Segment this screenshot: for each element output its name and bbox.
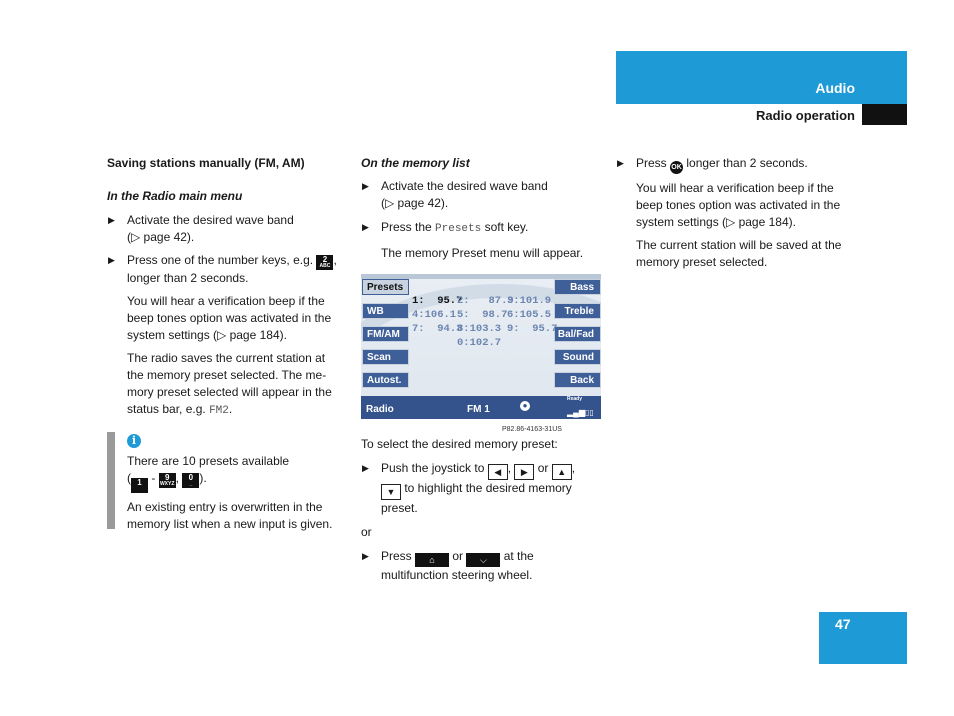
softkey-presets[interactable]: Presets [362, 279, 409, 295]
step-press-presets: ▶ Press the Presets soft key. [362, 220, 529, 235]
joystick-up-icon: ▲ [552, 464, 572, 480]
or-separator: or [361, 525, 372, 539]
preset-9[interactable]: 9: 95.7 [507, 323, 558, 335]
info-box-bar [107, 432, 115, 529]
ok-button-icon: OK [670, 161, 683, 174]
bullet-arrow-icon: ▶ [617, 158, 624, 168]
preset-6[interactable]: 6:105.5 [507, 309, 552, 321]
signal-strength-icon: ▂▄▆▯▯ [567, 408, 594, 417]
joystick-down-icon: ▼ [381, 484, 401, 500]
select-preset-intro: To select the desired memory preset: [361, 437, 558, 451]
step-press-number-key: ▶ Press one of the number keys, e.g. 2 ABC , longer than 2 seconds. [108, 253, 337, 285]
figure-caption: P82.86-4163-31US [502, 426, 562, 433]
preset-5[interactable]: 5: 98.7 [457, 309, 508, 321]
column-3 [616, 155, 866, 271]
subheading-memory-list: On the memory list [361, 156, 470, 170]
softkey-back[interactable]: Back [554, 372, 601, 388]
step-press-ok: ▶ Press OK longer than 2 seconds. [616, 155, 866, 174]
presets-softkey-code: Presets [435, 223, 482, 235]
softkey-autost[interactable]: Autost. [362, 372, 409, 388]
save-station-note: The radio saves the current station at the memory preset selected. The me- mory preset selected will appear in the status bar, e.g. FM2. [127, 351, 332, 417]
section-title: Audio [815, 80, 855, 96]
preset-8[interactable]: 8:103.3 [457, 323, 502, 335]
cd-disc-icon: ● [520, 401, 530, 411]
preset-1[interactable]: 1: 95.7 [412, 295, 463, 307]
preset-7[interactable]: 7: 94.3 [412, 323, 463, 335]
step-activate-wave-band: ▶ Activate the desired wave band (▷ page 42). [108, 213, 294, 244]
softkey-bal-fad[interactable]: Bal/Fad [554, 326, 601, 342]
info-keys-line: ( 1 - 9 WXYZ , 0 _ ). [127, 470, 352, 493]
number-key-0-icon: 0 _ [182, 473, 199, 488]
bullet-arrow-icon: ▶ [108, 215, 115, 225]
step-push-joystick: ▶ Push the joystick to ◀ , ▶ or ▲ , ▼ to highlight the desired memory preset. [362, 461, 576, 515]
station-saved-note: The current station will be saved at the memory preset selected. [636, 238, 842, 269]
number-key-9-icon: 9 WXYZ [159, 473, 175, 487]
joystick-right-icon: ▶ [514, 464, 534, 480]
verification-beep-note-2: You will hear a verification beep if the beep tones option was activated in the system settings (▷ page 184). [636, 181, 841, 229]
page-number-box [819, 612, 907, 664]
number-key-1-icon: 1 [131, 478, 148, 493]
status-ready-label: Ready [567, 396, 583, 402]
info-text: There are 10 presets available [127, 454, 290, 468]
info-icon: i [127, 434, 141, 448]
column-1 [107, 155, 352, 420]
preset-menu-note: The memory Preset menu will appear. [381, 246, 584, 260]
column-2-lower [361, 436, 611, 584]
bullet-arrow-icon: ▶ [108, 255, 115, 265]
status-band-label: FM 1 [467, 404, 490, 415]
bullet-arrow-icon: ▶ [362, 181, 369, 191]
preset-2[interactable]: 2: 87.9 [457, 295, 514, 307]
info-overwrite-note: An existing entry is overwritten in the memory list when a new input is given. [127, 500, 333, 531]
bullet-arrow-icon: ▶ [362, 551, 369, 561]
joystick-left-icon: ◀ [488, 464, 508, 480]
wheel-down-button-icon: ⌵ [466, 553, 500, 567]
section-header-bar [616, 51, 907, 104]
step-press-steering-wheel: ▶ Press ⌂ or ⌵ at the multifunction steering wheel. [362, 549, 534, 582]
verification-beep-note: You will hear a verification beep if the beep tones option was activated in the system settings (▷ page 184). [127, 294, 332, 342]
wheel-up-button-icon: ⌂ [415, 553, 449, 567]
preset-0[interactable]: 0:102.7 [457, 337, 502, 349]
info-box [107, 432, 352, 529]
radio-status-bar [361, 396, 601, 419]
header-tab-marker [862, 104, 907, 125]
bullet-arrow-icon: ▶ [362, 222, 369, 232]
step-activate-wave-band-2: ▶ Activate the desired wave band (▷ page 42). [362, 179, 548, 210]
subheading-radio-main-menu: In the Radio main menu [107, 189, 243, 203]
radio-presets-screen [361, 274, 601, 419]
softkey-sound[interactable]: Sound [554, 349, 601, 365]
subsection-title: Radio operation [756, 108, 855, 123]
softkey-bass[interactable]: Bass [554, 279, 601, 295]
number-key-2-icon: 2 ABC [316, 255, 333, 270]
preset-3[interactable]: 3:101.9 [507, 295, 552, 307]
page-number: 47 [835, 616, 851, 632]
column-2 [361, 155, 606, 262]
softkey-fm-am[interactable]: FM/AM [362, 326, 409, 342]
softkey-scan[interactable]: Scan [362, 349, 409, 365]
softkey-treble[interactable]: Treble [554, 303, 601, 319]
bullet-arrow-icon: ▶ [362, 463, 369, 473]
status-code-fm2: FM2 [209, 405, 229, 417]
softkey-wb[interactable]: WB [362, 303, 409, 319]
preset-4[interactable]: 4:106.1 [412, 309, 457, 321]
section-heading: Saving stations manually (FM, AM) [107, 156, 305, 170]
status-source-label: Radio [366, 404, 394, 415]
